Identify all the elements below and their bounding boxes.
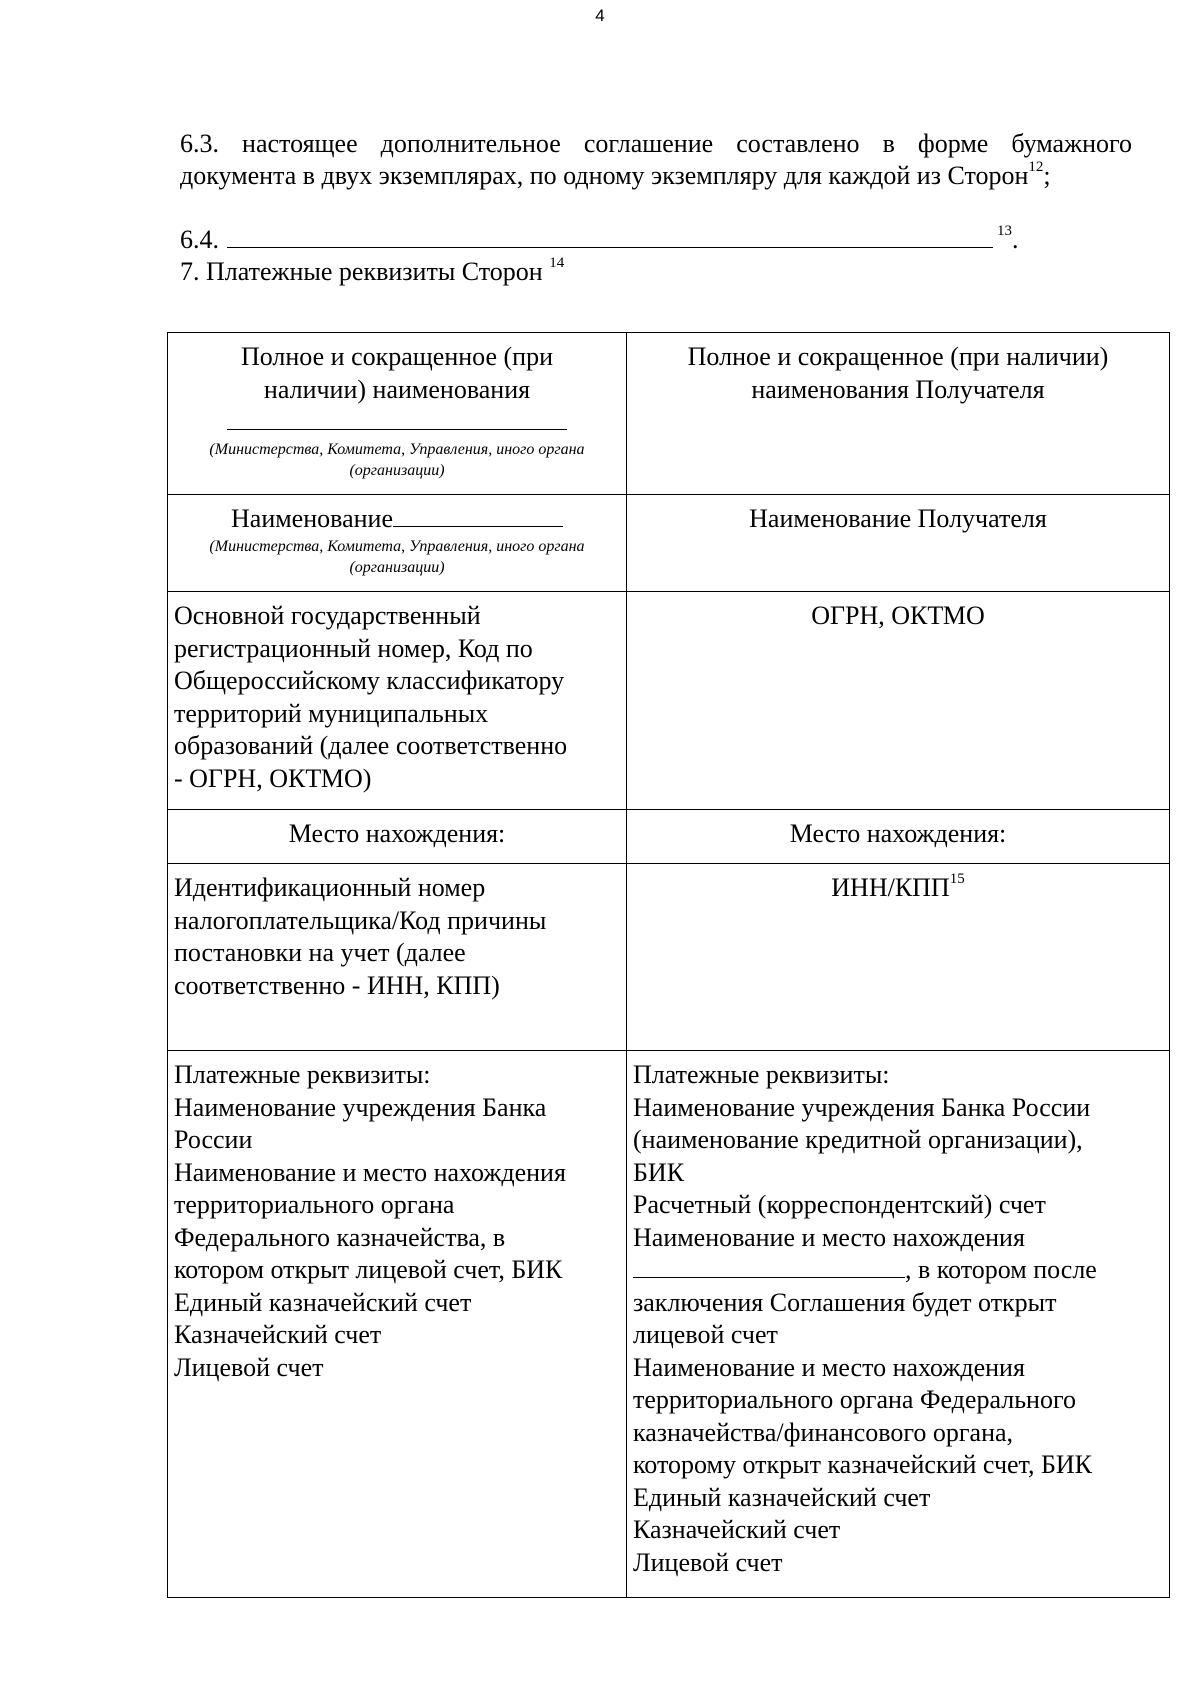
page-number: 4 — [595, 6, 605, 25]
clause-6-4-tail: . — [1012, 225, 1019, 254]
cell-text: Единый казначейский счет — [633, 1482, 931, 1512]
cell-text: заключения Соглашения будет открыт — [633, 1287, 1057, 1317]
table-row — [168, 333, 1170, 495]
cell-text: России — [174, 1125, 253, 1154]
footnote-12: 12 — [1028, 159, 1044, 176]
cell-text: ИНН/КПП — [831, 873, 950, 902]
cell-full-name-ministry — [168, 333, 627, 495]
clause-7-text: 7. Платежные реквизиты Сторон — [180, 257, 543, 286]
cell-full-name-recipient — [627, 333, 1170, 495]
cell-text: Расчетный (корреспондентский) счет — [633, 1190, 1046, 1219]
footnote-14: 14 — [549, 255, 565, 272]
cell-text: Лицевой счет — [633, 1547, 783, 1577]
clause-6-4-number: 6.4. — [180, 225, 219, 254]
cell-text: наименования Получателя — [751, 374, 1045, 404]
cell-name-recipient: Наименование Получателя — [627, 495, 1170, 592]
cell-text: Казначейский счет — [633, 1515, 841, 1544]
cell-text: территорий муниципальных — [174, 698, 489, 728]
cell-text: Наименование и место нахождения — [174, 1157, 566, 1187]
clause-6-4 — [180, 224, 1132, 256]
payment-details-table — [167, 332, 1170, 1598]
cell-text: - ОГРН, ОКТМО) — [174, 763, 372, 793]
cell-ogrn-oktmo-recipient: ОГРН, ОКТМО — [627, 592, 1170, 810]
cell-name-ministry — [168, 495, 627, 592]
cell-inn-kpp-recipient — [627, 864, 1170, 1051]
cell-text: Наименование учреждения Банка России — [633, 1092, 1091, 1122]
cell-text: Единый казначейский счет — [174, 1287, 472, 1317]
cell-text: Общероссийскому классификатору — [174, 666, 565, 695]
clause-6-3 — [180, 128, 1132, 192]
cell-location-recipient: Место нахождения: — [627, 810, 1170, 864]
cell-ogrn-oktmo-label — [168, 592, 627, 810]
cell-text: которому открыт казначейский счет, БИК — [633, 1450, 1093, 1479]
cell-text: Наименование — [231, 504, 393, 533]
cell-text: наличии) наименования — [263, 374, 531, 404]
table-row — [168, 1051, 1170, 1598]
table-row — [168, 810, 1170, 864]
cell-text-with-blank — [633, 1254, 1163, 1287]
cell-text: , в котором после — [905, 1255, 1097, 1284]
clause-7-heading — [180, 256, 1132, 288]
cell-text: Полное и сокращенное (при — [240, 342, 554, 371]
cell-text: лицевой счет — [633, 1320, 778, 1349]
cell-text: образований (далее соответственно — [174, 731, 568, 760]
blank-underline — [393, 504, 563, 527]
cell-text: соответственно - ИНН, КПП) — [174, 970, 500, 1000]
cell-inn-kpp-label — [168, 864, 627, 1051]
cell-text: Лицевой счет — [174, 1352, 324, 1382]
table-row — [168, 864, 1170, 1051]
cell-text: котором открыт лицевой счет, БИК — [174, 1255, 563, 1284]
cell-note: (Министерства, Комитета, Управления, иного органа (организации) — [209, 537, 585, 576]
cell-text: БИК — [633, 1157, 685, 1187]
cell-text: Основной государственный — [174, 601, 481, 630]
clause-6-3-tail: ; — [1043, 161, 1051, 190]
cell-text: Платежные реквизиты: — [633, 1060, 890, 1089]
clause-6-4-blank — [227, 225, 993, 248]
cell-text: Наименование и место нахождения — [633, 1352, 1025, 1382]
table-row — [168, 592, 1170, 810]
cell-text: Идентификационный номер — [174, 873, 486, 902]
clause-6-3-text: 6.3. настоящее дополнительное соглашение составлено в форме бумажного документа в двух экземплярах, по одному экземпляру для каждой из Сторон — [180, 129, 1132, 190]
cell-text: казначейства/финансового органа, — [633, 1417, 1014, 1447]
table-row — [168, 495, 1170, 592]
cell-note: (Министерства, Комитета, Управления, иного органа (организации) — [209, 440, 585, 479]
cell-text: Наименование учреждения Банка — [174, 1092, 547, 1122]
cell-text: территориального органа Федерального — [633, 1385, 1076, 1414]
blank-underline — [633, 1255, 905, 1278]
blank-underline — [174, 406, 620, 439]
footnote-15: 15 — [949, 871, 965, 888]
cell-text: (наименование кредитной организации), — [633, 1125, 1083, 1154]
cell-text: регистрационный номер, Код по — [174, 633, 533, 663]
footnote-13: 13 — [997, 223, 1012, 240]
cell-text: территориального органа — [174, 1190, 455, 1219]
cell-text: Федерального казначейства, в — [174, 1222, 506, 1252]
cell-text: Полное и сокращенное (при наличии) — [687, 342, 1109, 371]
cell-text: Казначейский счет — [174, 1320, 382, 1349]
cell-text: постановки на учет (далее — [174, 938, 466, 967]
cell-text: Платежные реквизиты: — [174, 1060, 431, 1089]
cell-location-ministry: Место нахождения: — [168, 810, 627, 864]
cell-payment-details-ministry — [168, 1051, 627, 1598]
cell-text-with-blank — [174, 503, 620, 536]
cell-payment-details-recipient — [627, 1051, 1170, 1598]
cell-text: Наименование и место нахождения — [633, 1222, 1025, 1252]
cell-text: налогоплательщика/Код причины — [174, 905, 547, 935]
